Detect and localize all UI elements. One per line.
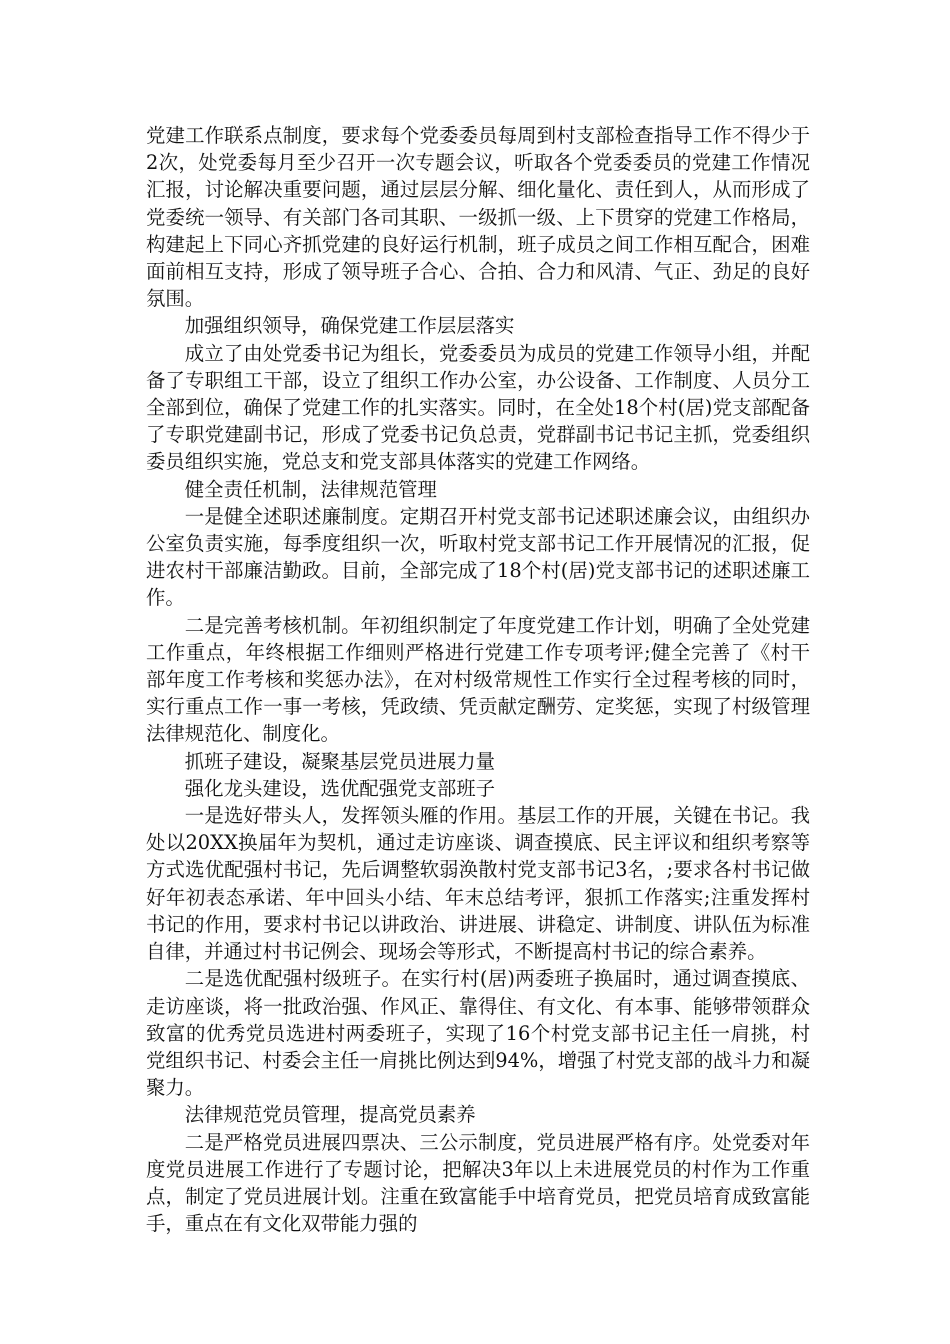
- paragraph-report-system: 一是健全述职述廉制度。定期召开村党支部书记述职述廉会议，由组织办公室负责实施，每季度组织一次，听取村党支部书记工作开展情况的汇报，促进农村干部廉洁勤政。目前，全部完成了18个村(居)党支部书记的述职述廉工作。: [146, 504, 810, 610]
- heading-team-building: 抓班子建设，凝聚基层党员进展力量: [184, 749, 496, 773]
- paragraph-liaison-system: 党建工作联系点制度，要求每个党委委员每周到村支部检查指导工作不得少于2次，处党委每月至少召开一次专题会议，听取各个党委委员的党建工作情况汇报，讨论解决重要问题，通过层层分解、细化量化、责任到人，从而形成了党委统一领导、有关部门各司其职、一级抓一级、上下贯穿的党建工作格局，构建起上下同心齐抓党建的良好运行机制，班子成员之间工作相互配合，困难面前相互支持，形成了领导班子合心、合拍、合力和风清、气正、劲足的良好氛围。: [146, 124, 810, 311]
- heading-responsibility-mechanism: 健全责任机制，法律规范管理: [184, 477, 437, 501]
- heading-leader-building: 强化龙头建设，选优配强党支部班子: [184, 776, 496, 800]
- paragraph-assessment-mechanism: 二是完善考核机制。年初组织制定了年度党建工作计划，明确了全处党建工作重点，年终根据工作细则严格进行党建工作专项考评;健全完善了《村干部年度工作考核和奖惩办法》，在对村级常规性工作实行全过程考核的同时，实行重点工作一事一考核，凭政绩、凭贡献定酬劳、定奖惩，实现了村级管理法律规范化、制度化。: [146, 613, 810, 746]
- heading-strengthen-leadership: 加强组织领导，确保党建工作层层落实: [184, 314, 515, 338]
- paragraph-select-leaders: 一是选好带头人，发挥领头雁的作用。基层工作的开展，关键在书记。我处以20XX换届年为契机，通过走访座谈、调查摸底、民主评议和组织考察等方式选优配强村书记，先后调整软弱涣散村党支部书记3名，;要求各村书记做好年初表态承诺、年中回头小结、年末总结考评，狠抓工作落实;注重发挥村书记的作用，要求村书记以讲政治、讲进展、讲稳定、讲制度、讲队伍为标准自律，并通过村书记例会、现场会等形式，不断提高村书记的综合素养。: [146, 804, 810, 964]
- paragraph-leading-group: 成立了由处党委书记为组长，党委委员为成员的党建工作领导小组，并配备了专职组工干部，设立了组织工作办公室，办公设备、工作制度、人员分工全部到位，确保了党建工作的扎实落实。同时，在全处18个村(居)党支部配备了专职党建副书记，形成了党委书记负总责，党群副书记书记主抓，党委组织委员组织实施，党总支和党支部具体落实的党建工作网络。: [146, 341, 810, 474]
- heading-member-management: 法律规范党员管理，提高党员素养: [184, 1103, 476, 1127]
- document-body: [146, 122, 810, 1237]
- paragraph-member-development: 二是严格党员进展四票决、三公示制度，党员进展严格有序。处党委对年度党员进展工作进行了专题讨论，把解决3年以上未进展党员的村作为工作重点，制定了党员进展计划。注重在致富能手中培育党员，把党员培育成致富能手，重点在有文化双带能力强的: [146, 1130, 810, 1236]
- paragraph-village-teams: 二是选优配强村级班子。在实行村(居)两委班子换届时，通过调查摸底、走访座谈，将一批政治强、作风正、靠得住、有文化、有本事、能够带领群众致富的优秀党员选进村两委班子，实现了16个村党支部书记主任一肩挑，村党组织书记、村委会主任一肩挑比例达到94%，增强了村党支部的战斗力和凝聚力。: [146, 967, 810, 1100]
